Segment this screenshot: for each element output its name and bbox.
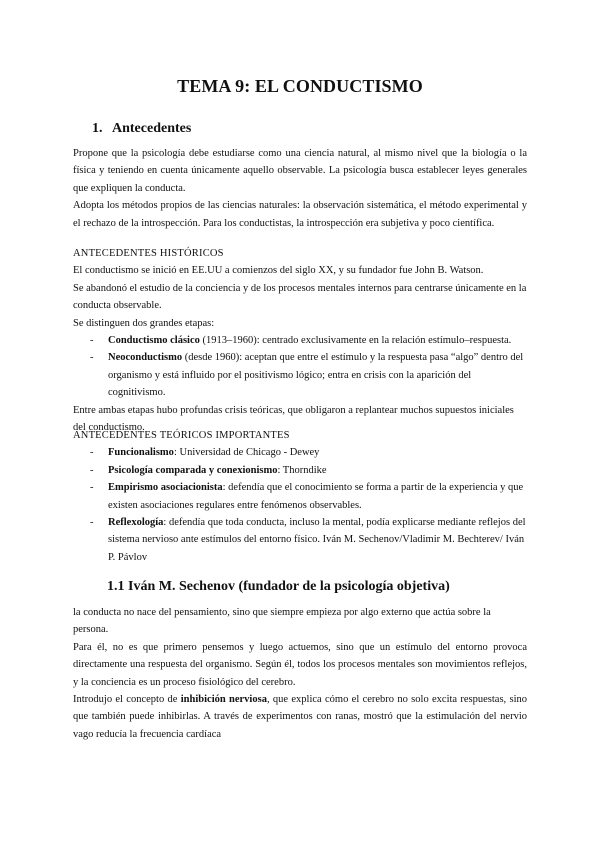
stages-list — [73, 332, 527, 402]
list-item-text: (desde 1960): aceptan que entre el estímulo y la respuesta pasa “algo” dentro del organismo y está influido por el positivismo lógico; entra en crisis con la aparición del cognitivismo. — [108, 352, 524, 399]
section-number: 1. — [92, 121, 103, 136]
list-item-term: Psicología comparada y conexionismo — [108, 464, 278, 476]
list-item — [73, 332, 527, 349]
page-title: TEMA 9: EL CONDUCTISMO — [177, 76, 423, 96]
list-item-text: : defendía que el conocimiento se forma a partir de la experiencia y que existen asociaciones regulares entre fenómenos observables. — [108, 482, 524, 511]
list-item — [73, 514, 527, 566]
list-item-term: Neoconductismo — [108, 352, 183, 364]
paragraph-text: , que explica cómo el cerebro no solo excita respuestas, sino que también puede inhibirlas. A través de experimentos con ranas, mostró que la estimulación del nervio vago reducía la frecuencia cardíaca — [73, 694, 528, 740]
paragraph: Adopta los métodos propios de las ciencias naturales: la observación sistemática, el método experimental y el rechazo de la introspección. Para los conductistas, la introspección era subjetiva y poco científica. — [73, 200, 527, 229]
section-antecedentes-body — [73, 145, 527, 232]
section-teoricos — [73, 427, 527, 566]
paragraph: El conductismo se inició en EE.UU a comienzos del siglo XX, y su fundador fue John B. Watson. — [73, 265, 484, 277]
paragraph — [73, 691, 527, 743]
list-item-term: Empirismo asociacionista — [108, 482, 223, 494]
list-item-text: (1913–1960): centrado exclusivamente en la relación estímulo–respuesta. — [199, 335, 512, 347]
list-item-term: Reflexología — [108, 517, 164, 529]
paragraph-text: Introdujo el concepto de — [73, 694, 181, 706]
list-item — [73, 444, 527, 461]
paragraph: Propone que la psicología debe estudiarse como una ciencia natural, al mismo nivel que la biología o la física y teniendo en cuenta únicamente aquello observable. La psicología busca establecer leyes generales que expliquen la conducta. — [73, 148, 527, 194]
section-heading-antecedentes — [92, 121, 191, 137]
list-item-term: Conductismo clásico — [108, 335, 200, 347]
list-item-term: Funcionalismo — [108, 447, 174, 459]
paragraph: Se distinguen dos grandes etapas: — [73, 317, 215, 329]
paragraph: Para él, no es que primero pensemos y luego actuemos, sino que un estímulo del entorno provoca directamente una respuesta del organismo. Según él, todos los procesos mentales son movimientos reflejos, y la conciencia es un proceso fisiológico del cerebro. — [73, 641, 527, 688]
section-heading-sechenov: 1.1 Iván M. Sechenov (fundador de la psicología objetiva) — [107, 579, 450, 594]
paragraph: Entre ambas etapas hubo profundas crisis teóricas, que obligaron a replantear muchos supuestos iniciales del conductismo. — [73, 404, 514, 434]
section-historicos — [73, 245, 527, 436]
emphasis-term: inhibición nerviosa — [180, 694, 267, 706]
list-item — [73, 479, 527, 514]
subheading-teoricos: ANTECEDENTES TEÓRICOS IMPORTANTES — [73, 430, 290, 441]
list-item-text: : Thorndike — [277, 464, 327, 476]
list-item-text: : Universidad de Chicago - Dewey — [173, 447, 320, 459]
section-sechenov-body — [73, 604, 527, 743]
section-heading-text: Antecedentes — [112, 121, 192, 136]
paragraph: la conducta no nace del pensamiento, sino que siempre empieza por algo externo que actúa sobre la persona. — [73, 607, 491, 636]
list-item — [73, 349, 527, 401]
paragraph: Se abandonó el estudio de la conciencia y de los procesos mentales internos para centrarse únicamente en la conducta observable. — [73, 282, 527, 312]
list-item — [73, 462, 527, 479]
theories-list — [73, 444, 527, 566]
subheading-historicos: ANTECEDENTES HISTÓRICOS — [73, 248, 224, 259]
list-item-text: : defendía que toda conducta, incluso la mental, podía explicarse mediante reflejos del sistema nervioso ante estímulos del entorno físico. Iván M. Sechenov/Vladimir M. Bechterev/ Iván P. Pávlov — [108, 517, 526, 563]
